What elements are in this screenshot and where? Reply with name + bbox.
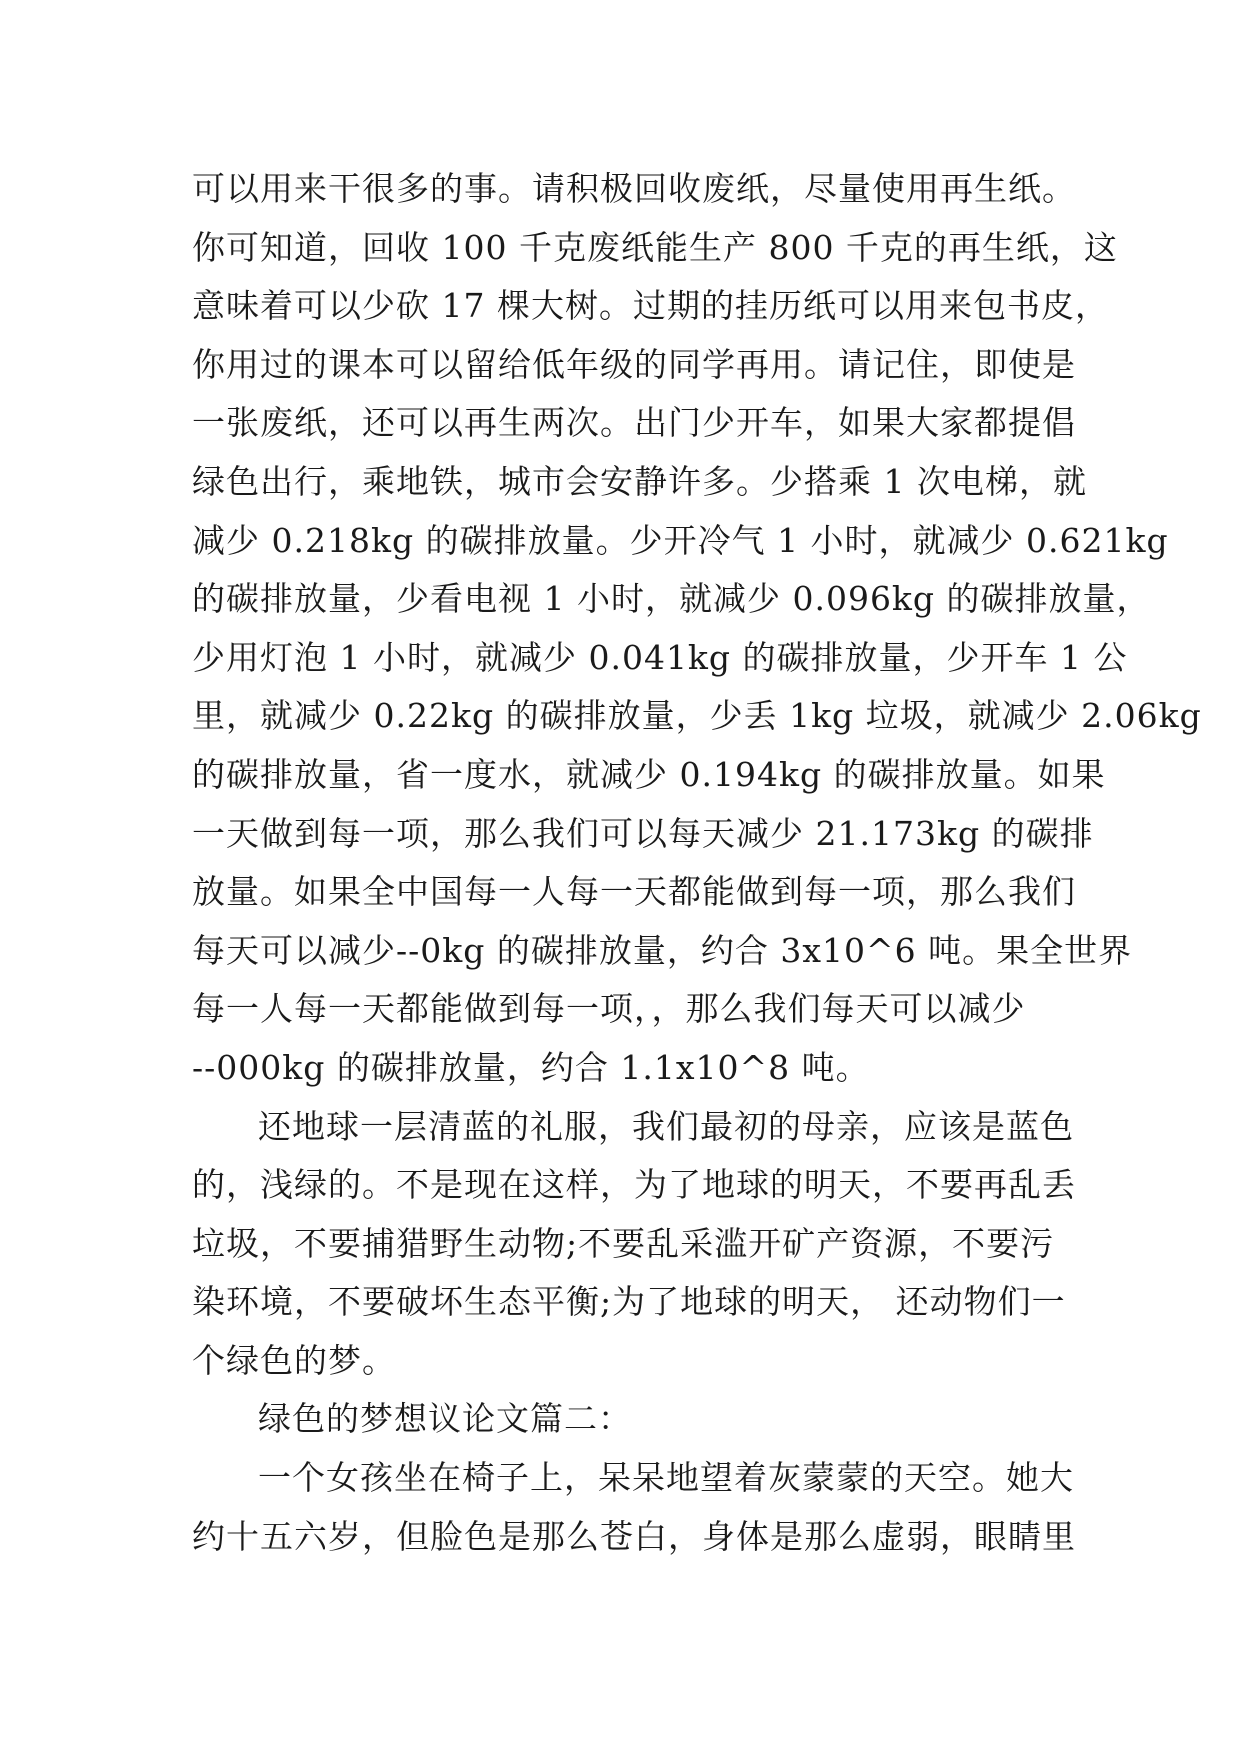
heading-text: 绿色的梦想议论文篇二： bbox=[258, 1399, 632, 1439]
text-line: 减少 0.218kg 的碳排放量。少开冷气 1 小时，就减少 0.621kg bbox=[192, 520, 1169, 560]
text-line: 约十五六岁，但脸色是那么苍白，身体是那么虚弱，眼睛里 bbox=[192, 1516, 1076, 1556]
section-heading bbox=[192, 1390, 1072, 1449]
text-line: 一个女孩坐在椅子上，呆呆地望着灰蒙蒙的天空。她大 bbox=[258, 1458, 1074, 1498]
text-line: 每一人每一天都能做到每一项，，那么我们每天可以减少 bbox=[192, 989, 1026, 1029]
text-line: 一天做到每一项，那么我们可以每天减少 21.173kg 的碳排 bbox=[192, 813, 1094, 853]
text-line: 绿色出行，乘地铁，城市会安静许多。少搭乘 1 次电梯，就 bbox=[192, 461, 1087, 501]
document-body bbox=[192, 160, 1202, 1566]
text-line: 你用过的课本可以留给低年级的同学再用。请记住，即使是 bbox=[192, 344, 1076, 384]
text-line: 还地球一层清蓝的礼服，我们最初的母亲，应该是蓝色 bbox=[258, 1106, 1074, 1146]
paragraph-3 bbox=[192, 1449, 1076, 1566]
text-line: 里，就减少 0.22kg 的碳排放量，少丢 1kg 垃圾，就减少 2.06kg bbox=[192, 696, 1202, 736]
text-line: 你可知道，回收 100 千克废纸能生产 800 千克的再生纸，这 bbox=[192, 227, 1118, 267]
text-line: 一张废纸，还可以再生两次。出门少开车，如果大家都提倡 bbox=[192, 403, 1076, 443]
text-line: 放量。如果全中国每一人每一天都能做到每一项，那么我们 bbox=[192, 872, 1076, 912]
text-line: 意味着可以少砍 17 棵大树。过期的挂历纸可以用来包书皮， bbox=[192, 286, 1109, 326]
text-line: --000kg 的碳排放量，约合 1.1x10^8 吨。 bbox=[192, 1047, 870, 1087]
text-line: 的碳排放量，少看电视 1 小时，就减少 0.096kg 的碳排放量， bbox=[192, 579, 1151, 619]
text-line: 的碳排放量，省一度水，就减少 0.194kg 的碳排放量。如果 bbox=[192, 754, 1106, 794]
paragraph-2 bbox=[192, 1098, 1076, 1391]
text-line: 每天可以减少--0kg 的碳排放量，约合 3x10^6 吨。果全世界 bbox=[192, 930, 1133, 970]
text-line: 少用灯泡 1 小时，就减少 0.041kg 的碳排放量，少开车 1 公 bbox=[192, 637, 1128, 677]
text-line: 染环境，不要破坏生态平衡;为了地球的明天， 还动物们一 bbox=[192, 1282, 1066, 1322]
text-line: 的，浅绿的。不是现在这样，为了地球的明天，不要再乱丢 bbox=[192, 1165, 1076, 1205]
paragraph-1 bbox=[192, 160, 1202, 1098]
text-line: 个绿色的梦。 bbox=[192, 1340, 396, 1380]
text-line: 可以用来干很多的事。请积极回收废纸，尽量使用再生纸。 bbox=[192, 169, 1076, 208]
text-line: 垃圾，不要捕猎野生动物;不要乱采滥开矿产资源，不要污 bbox=[192, 1223, 1055, 1263]
